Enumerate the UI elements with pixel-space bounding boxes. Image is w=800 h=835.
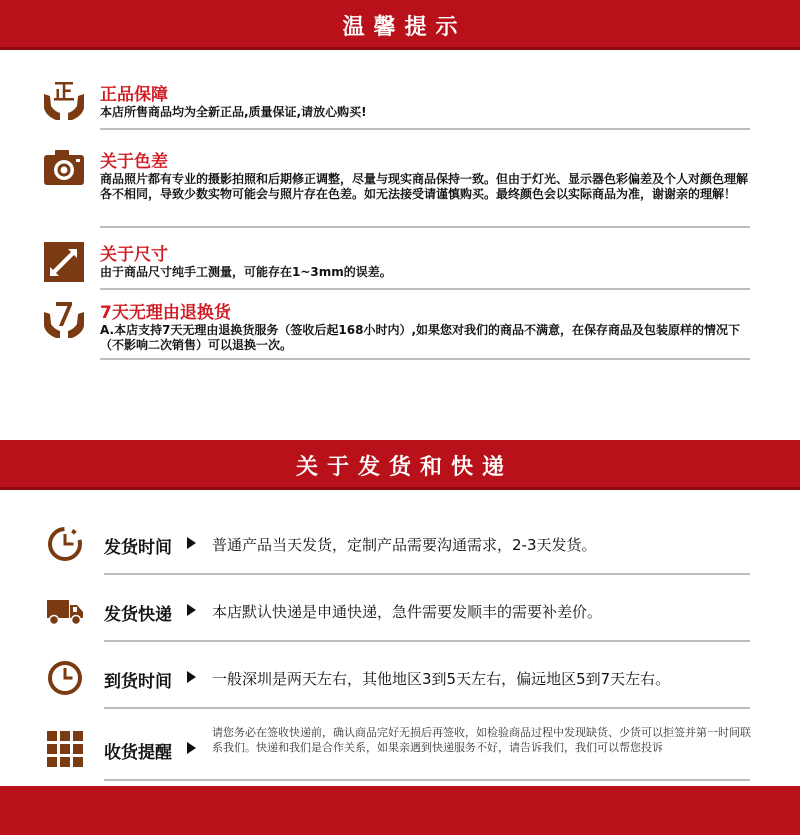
- tip-text: 商品照片都有专业的摄影拍照和后期修正调整，尽量与现实商品保持一致。但由于灯光、显示器色彩偏差及个人对颜色理解各不相同，导致少数实物可能会与照片存在色差。如无法接受请谨慎购买。最终颜色会以实际商品为准，谢谢亲的理解！: [100, 172, 749, 201]
- clock-dash-icon: [46, 525, 84, 563]
- tip-text: 本店所售商品均为全新正品,质量保证,请放心购买!: [100, 105, 367, 119]
- tip-size: [42, 240, 762, 290]
- arrow-right-icon: [187, 742, 196, 754]
- delivery-truck-icon: [46, 592, 84, 630]
- warm-tips-banner: [0, 0, 800, 50]
- divider: [100, 128, 750, 130]
- divider: [104, 779, 750, 781]
- grid-icon: [46, 730, 84, 768]
- divider: [100, 358, 750, 360]
- shipping-row-arrival-time: [46, 659, 776, 719]
- footer-bar: [0, 786, 800, 835]
- genuine-guarantee-icon: [42, 80, 86, 124]
- tip-text: 由于商品尺寸纯手工测量，可能存在1~3mm的误差。: [100, 265, 392, 279]
- ship-text: 普通产品当天发货，定制产品需要沟通需求，2-3天发货。: [212, 536, 597, 554]
- ship-label: 收货提醒: [104, 743, 172, 763]
- shipping-row-receipt-reminder: [46, 726, 776, 790]
- ship-label: 到货时间: [104, 672, 172, 692]
- tip-color-difference: [42, 147, 762, 227]
- tip-title: 关于色差: [100, 152, 168, 172]
- divider: [104, 707, 750, 709]
- clock-icon: [46, 659, 84, 697]
- divider: [104, 573, 750, 575]
- arrow-right-icon: [187, 537, 196, 549]
- shipping-row-dispatch-time: [46, 525, 776, 585]
- divider: [100, 288, 750, 290]
- ship-text: 本店默认快递是申通快递，急件需要发顺丰的需要补差价。: [212, 603, 603, 621]
- tip-return: [42, 298, 762, 368]
- resize-arrow-icon: [42, 240, 86, 284]
- divider: [104, 640, 750, 642]
- tip-text: A.本店支持7天无理由退换货服务（签收后起168小时内）,如果您对我们的商品不满意，在保存商品及包装原样的情况下（不影响二次销售）可以退换一次。: [100, 323, 741, 352]
- ship-label: 发货快递: [104, 605, 172, 625]
- arrow-right-icon: [187, 604, 196, 616]
- tip-genuine: [42, 80, 762, 140]
- divider: [100, 226, 750, 228]
- shipping-title: 关于发货和快递: [295, 454, 513, 480]
- arrow-right-icon: [187, 671, 196, 683]
- tip-title: 正品保障: [100, 85, 168, 105]
- warm-tips-title: 温馨提示: [342, 14, 467, 40]
- tip-title: 7天无理由退换货: [100, 303, 231, 323]
- seven-day-return-icon: [42, 298, 86, 342]
- ship-text: 一般深圳是两天左右，其他地区3到5天左右，偏远地区5到7天左右。: [212, 670, 671, 688]
- ship-label: 发货时间: [104, 538, 172, 558]
- camera-icon: [42, 147, 86, 191]
- shipping-row-courier: [46, 592, 776, 652]
- ship-text: 请您务必在签收快递前，确认商品完好无损后再签收，如检验商品过程中发现缺货、少货可以拒签并第一时间联系我们。快递和我们是合作关系，如果亲遇到快递服务不好，请告诉我们，我们可以帮您投诉: [212, 726, 751, 754]
- shipping-banner: [0, 440, 800, 490]
- tip-title: 关于尺寸: [100, 245, 168, 265]
